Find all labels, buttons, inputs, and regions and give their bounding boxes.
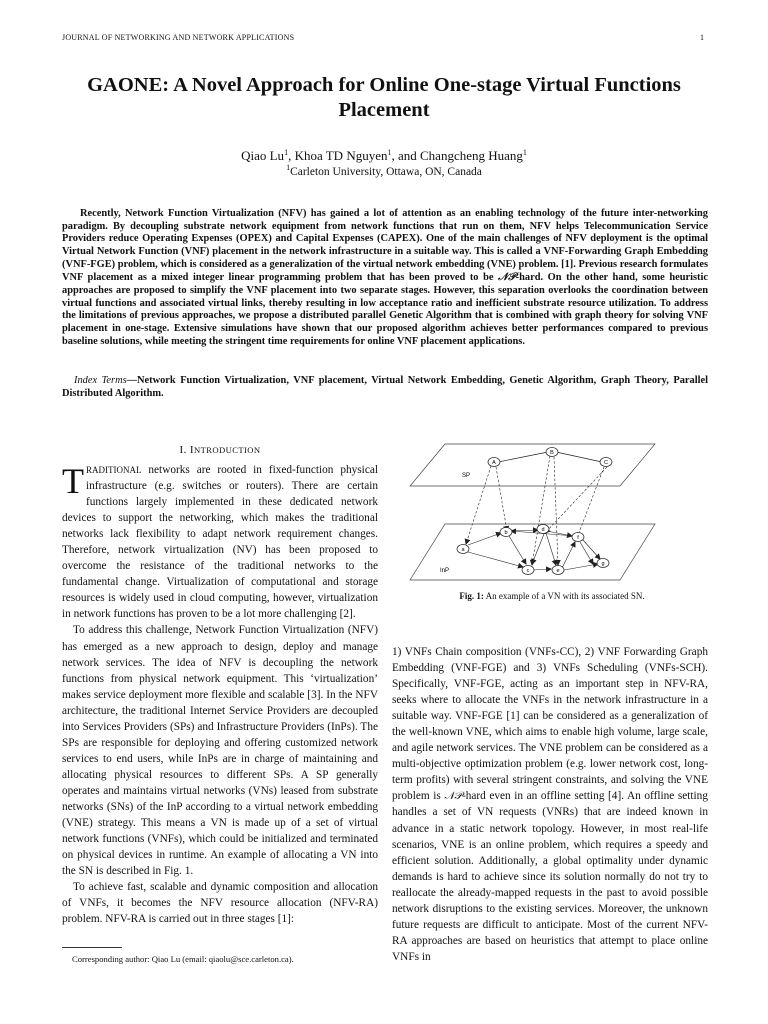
sp-plane — [410, 444, 655, 486]
page-number: 1 — [700, 33, 704, 42]
affiliation-mark: 1 — [286, 163, 291, 172]
author-separator: , and — [391, 148, 421, 163]
index-terms-label: Index Terms — [74, 375, 127, 386]
substrate-link — [468, 552, 523, 567]
sn-node-e-label: e — [556, 568, 560, 574]
first-word-smallcaps: RADITIONAL — [86, 465, 142, 475]
mapping-link — [532, 456, 550, 565]
right-paragraph-part-2: -hard even in an offline setting [4]. An offline setting handles a set of VN requests (VNRs) that are indeed known in advance in a static network topology. However, in most real-life scenarios, VNE is an online problem, which requires a speedy and efficient solution. Additionally, a global optimality under dynamic demands is hard to achieve since its solution normally do not try to reallocate the already-mapped requests in the past to avoid possible network disruptions to the existing services. Moreover, the unknown future requests are difficult to anticipate. Most of the current NFV-RA approaches are based on heuristics that attempt to place online VNFs in — [392, 790, 708, 963]
sn-node-f-label: f — [577, 535, 579, 541]
author-name: Khoa TD Nguyen — [294, 148, 388, 163]
figure-caption-label: Fig. 1: — [459, 591, 484, 601]
author-affiliation-mark: 1 — [387, 148, 392, 157]
sn-node-b-label: b — [504, 530, 508, 536]
substrate-link — [580, 542, 593, 564]
sn-node-a-label: a — [461, 547, 465, 553]
figure-1 — [410, 440, 660, 590]
sn-node-c-label: c — [526, 568, 530, 574]
running-head: JOURNAL OF NETWORKING AND NETWORK APPLICATIONS — [62, 33, 295, 42]
substrate-link — [509, 536, 526, 564]
substrate-link — [583, 540, 600, 559]
sn-node-g-label: g — [601, 561, 605, 567]
author-list — [0, 148, 768, 164]
vn-node-b-label: B — [550, 450, 554, 456]
vn-node-c-label: C — [604, 460, 608, 466]
affiliation — [0, 163, 768, 178]
right-paragraph-part-1: 1) VNFs Chain composition (VNFs-CC), 2) VNF Forwarding Graph Embedding (VNF-FGE) and 3) VNFs Scheduling (VNFs-SCH). Specifically, VNF-FGE, acting as an important step in NFV-RA, seeks where to allocate the VNFs in the network infrastructure in a suitable way. VNF-FGE [1] can be considered as a generalization of the well-known VNE, which aims to enable high volume, large scale, and agile network services. The VNE problem can be considered as a multi-objective optimization problem (e.g. lower network cost, long-term profits) with several stringent constraints, and solving the VNE problem is — [392, 646, 708, 803]
intro-paragraph-1-text: networks are rooted in fixed-function physical infrastructure (e.g. switches or routers). There are certain functions largely implemented in these dedicated network devices to support the networking, which makes the traditional networks lack flexibility to adapt network requirement changes. Therefore, network virtualization (NV) has been proposed to overcome the resistance of the traditional networks to the fundamental change. Virtualization of computational and storage resources is widely used in cloud computing, however, virtualization in network functions has proven to be a lot more challenging [2]. — [62, 464, 378, 621]
mapping-link — [577, 467, 604, 538]
substrate-link — [532, 534, 544, 564]
section-numeral: I. I — [179, 444, 194, 456]
substrate-link — [468, 533, 501, 545]
vn-node-a-label: A — [492, 460, 496, 466]
author-name: Changcheng Huang — [420, 148, 523, 163]
author-name: Qiao Lu — [241, 148, 285, 163]
abstract-part-2: -hard. On the other hand, some heuristic approaches are proposed to simplify the VNF placement into two separate stages. However, this separation overlooks the coordination between virtual functions and associated virtual links, thereby resulting in low acceptance ratio and inefficient substrate resource utilization. To address the limitations of previous approaches, we propose a distributed parallel Genetic Algorithm that is combined with graph theory for solving VNF placement in one-stage. Extensive simulations have shown that our proposed algorithm achieves better performances compared to previous baseline solutions, while meeting the stringent time requirements for online VNF placement applications. — [62, 272, 708, 347]
author-affiliation-mark: 1 — [284, 148, 289, 157]
mapping-link — [545, 467, 607, 533]
section-heading — [62, 443, 378, 457]
footnote: Corresponding author: Qiao Lu (email: qiaolu@sce.carleton.ca). — [72, 954, 294, 964]
abstract — [62, 208, 708, 348]
virtual-link — [556, 452, 602, 462]
substrate-link — [511, 530, 538, 531]
vn-sn-diagram — [410, 440, 660, 590]
drop-cap: T — [62, 461, 84, 501]
index-terms-text: —Network Function Virtualization, VNF placement, Virtual Network Embedding, Genetic Algorithm, Graph Theory, Parallel Distributed Algorithm. — [62, 375, 708, 399]
paper-title: GAONE: A Novel Approach for Online One-stage Virtual Functions Placement — [87, 74, 681, 121]
figure-caption — [395, 591, 709, 601]
inp-plane-label: InP — [440, 568, 450, 574]
intro-paragraph-3: To achieve fast, scalable and dynamic composition and allocation of VNFs, it becomes the NFV resource allocation (NFV-RA) problem. NFV-RA is carried out in three stages [1]: — [62, 881, 378, 926]
author-separator: , — [288, 148, 295, 163]
substrate-link — [546, 533, 556, 565]
abstract-part-1: Recently, Network Function Virtualization (NFV) has gained a lot of attention as an enabling technology of the future inter-networking paradigm. By decoupling substrate network equipment from network functions that run on them, NFV helps Telecommunication Service Providers reduce Operating Expenses (OPEX) and Capital Expenses (CAPEX). One of the main challenges of NFV deployment is the optimal Virtual Network Function (VNF) placement in the network infrastructure in a suitable way. This is called a VNF-Forwarding Graph Embedding (VNF-FGE) problem, which is considered as a generalization of the virtual network embedding (VNE) problem. [1]. Previous research formulates VNF placement as a mixed integer linear programming problem that has been proved to be — [62, 208, 708, 284]
left-column — [62, 443, 378, 927]
np-hard-symbol: 𝒩𝒫 — [444, 790, 462, 803]
substrate-link — [564, 564, 598, 570]
intro-paragraph-1 — [62, 462, 378, 622]
sn-nodes — [457, 525, 609, 575]
index-terms — [62, 375, 708, 401]
sn-node-d-label: d — [541, 527, 545, 533]
mapping-link — [554, 457, 558, 565]
virtual-link — [498, 452, 548, 462]
substrate-link — [533, 569, 551, 570]
author-affiliation-mark: 1 — [522, 148, 527, 157]
affiliation-text: Carleton University, Ottawa, ON, Canada — [290, 166, 482, 178]
np-hard-symbol: 𝒩𝒫 — [498, 271, 516, 284]
footnote-rule — [62, 947, 122, 948]
figure-caption-text: An example of a VN with its associated SN. — [483, 591, 645, 601]
mapping-link — [496, 467, 507, 531]
right-column — [392, 644, 708, 965]
intro-paragraph-2: To address this challenge, Network Function Virtualization (NFV) has emerged as a new approach to design, deploy and manage network services. The idea of NFV is decoupling the network functions from physical network equipment. This ‘virtualization’ makes service deployment more flexible and scalable [3]. In the NFV architecture, the traditional Internet Service Providers are decoupled into Services Providers (SPs) and Infrastructure Providers (InPs). The SPs are responsible for deploying and offering customized network services to end users, while InPs are in charge of maintaining and allocating physical resources to different SPs. A SP generally operates and maintains virtual networks (VNs) leased from substrate networks (SNs) of the InP according to a virtual network embedding (VNE) strategy. This means a VN is made up of a set of virtual network functions (VNFs), which could be initialized and terminated on physical devices in runtime. An example of allocating a VN into the SN is described in Fig. 1. — [62, 624, 378, 878]
section-heading-smallcaps: NTRODUCTION — [193, 445, 261, 455]
sp-plane-label: SP — [462, 473, 471, 479]
substrate-link — [562, 542, 575, 568]
